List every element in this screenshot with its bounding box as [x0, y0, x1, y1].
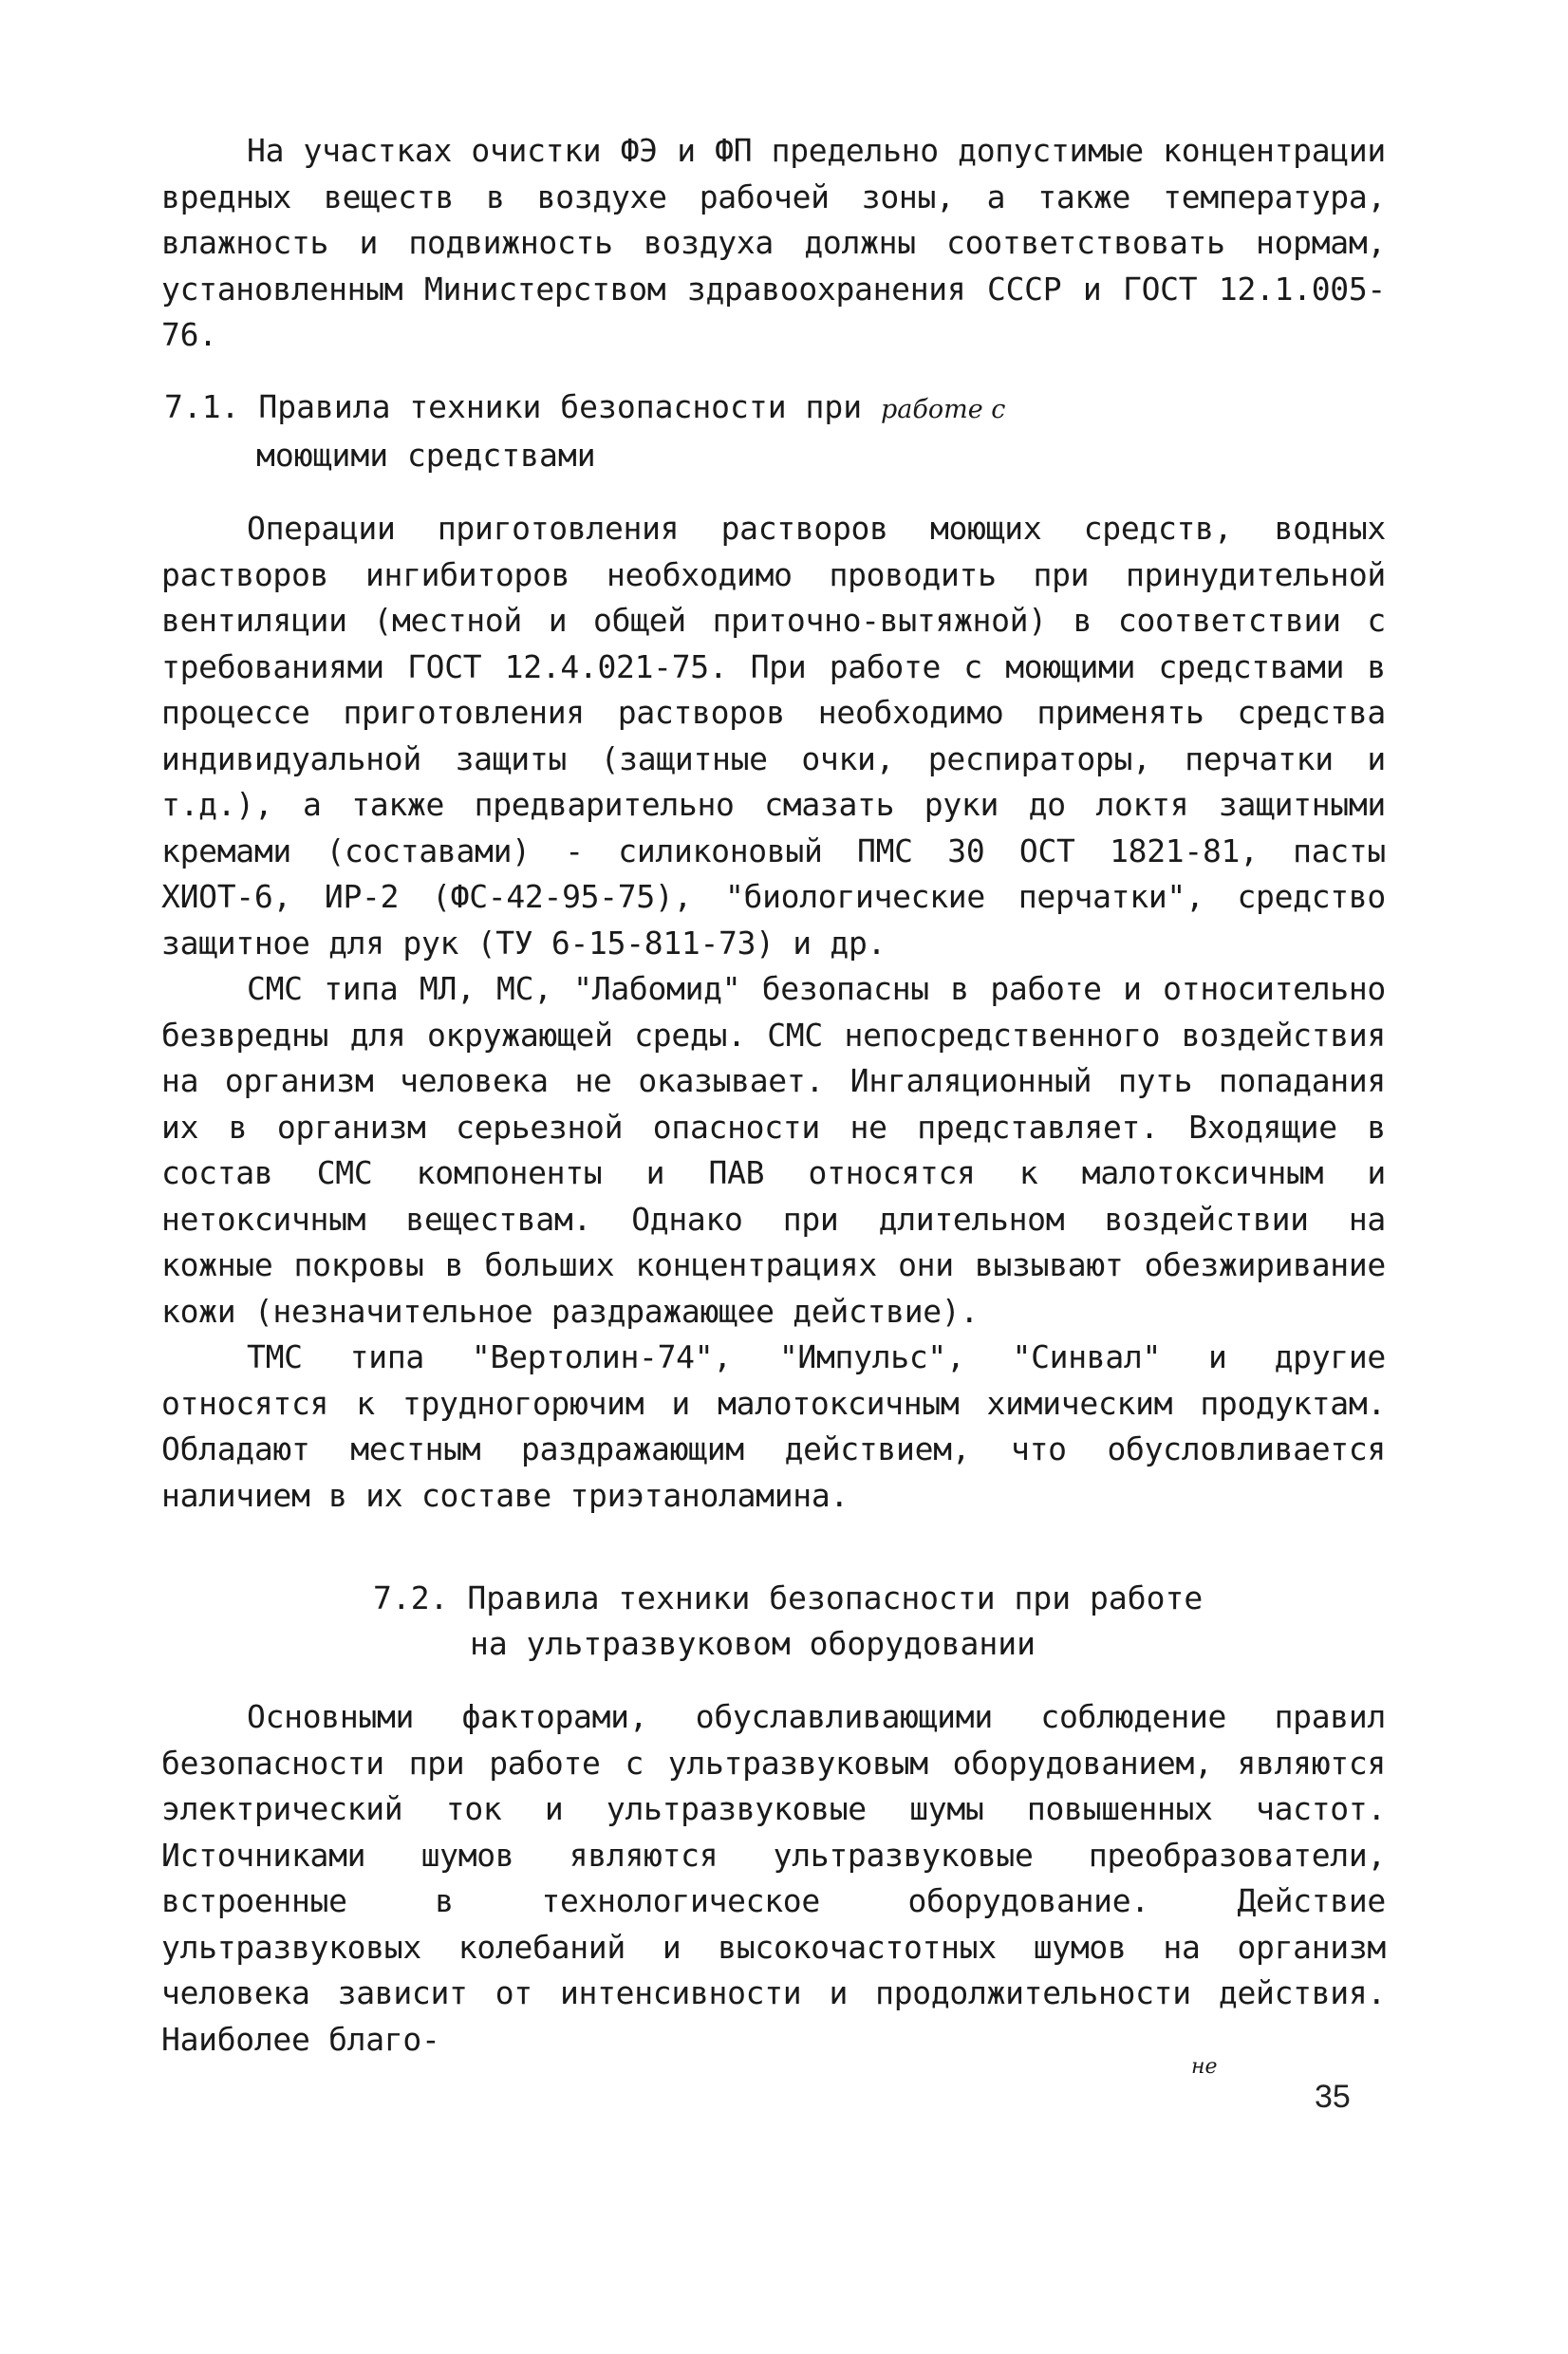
- intro-block: [161, 128, 1386, 359]
- section-7-2-title-line2: на ультразвуковом оборудовании: [470, 1625, 1036, 1662]
- section-7-1-title-line2: моющими средствами: [256, 437, 596, 474]
- section-7-2-paragraph-1: Основными факторами, обуславливающими соблюдение правил безопасности при работе с ультразвуковым оборудованием, являются электрический ток и ультразвуковые шумы повышенных частот. Источниками шумов являются ультразвуковые преобразователи, встроенные в технологическое оборудование. Действие ультразвуковых колебаний и высокочастотных шумов на организм человека зависит от интенсивности и продолжительности действия. Наиболее благо-: [161, 1698, 1386, 2058]
- section-7-1-number: 7.1.: [164, 388, 240, 425]
- intro-paragraph: На участках очистки ФЭ и ФП предельно допустимые концентрации вредных веществ в воздухе рабочей зоны, а также температура, влажность и подвижность воздуха должны соответствовать нормам, установленным Министерством здравоохранения СССР и ГОСТ 12.1.005-76.: [161, 132, 1386, 353]
- section-7-2-title-line1: Правила техники безопасности при работе: [467, 1579, 1204, 1616]
- section-7-1-heading: [0, 384, 1224, 478]
- section-7-1-paragraph-1: Операции приготовления растворов моющих средств, водных растворов ингибиторов необходимо проводить при принудительной вентиляции (местной и общей приточно-вытяжной) в соответствии с требованиями ГОСТ 12.4.021-75. При работе с моющими средствами в процессе приготовления растворов необходимо применять средства индивидуальной защиты (защитные очки, респираторы, перчатки и т.д.), а также предварительно смазать руки до локтя защитными кремами (составами) - силиконовый ПМС 30 ОСТ 1821-81, пасты ХИОТ-6, ИР-2 (ФС-42-95-75), "биологические перчатки", средство защитное для рук (ТУ 6-15-811-73) и др.: [161, 510, 1386, 962]
- section-7-1-handwritten-correction: работе с: [881, 395, 1006, 424]
- section-7-1-paragraph-2: СМС типа МЛ, МС, "Лабомид" безопасны в работе и относительно безвредны для окружающей среды. СМС непосредственного воздействия на организм человека не оказывает. Ингаляционный путь попадания их в организм серьезной опасности не представляет. Входящие в состав СМС компоненты и ПАВ относятся к малотоксичным и нетоксичным веществам. Однако при длительном воздействии на кожные покровы в больших концентрациях они вызывают обезжиривание кожи (незначительное раздражающее действие).: [161, 970, 1386, 1330]
- section-7-2-number: 7.2.: [373, 1579, 449, 1616]
- handwritten-insert-ne: не: [1191, 2055, 1218, 2079]
- section-7-1-body: [161, 506, 1386, 1519]
- section-7-2-body: [161, 1694, 1386, 2079]
- section-7-2-heading: [161, 1576, 1386, 1667]
- section-7-1-paragraph-3: ТМС типа "Вертолин-74", "Импульс", "Синвал" и другие относятся к трудногорючим и малотоксичным химическим продуктам. Обладают местным раздражающим действием, что обусловливается наличием в их составе триэтаноламина.: [161, 1338, 1386, 1514]
- page-number: 35: [1315, 2079, 1351, 2115]
- section-7-1-title-line1: Правила техники безопасности при: [258, 388, 863, 425]
